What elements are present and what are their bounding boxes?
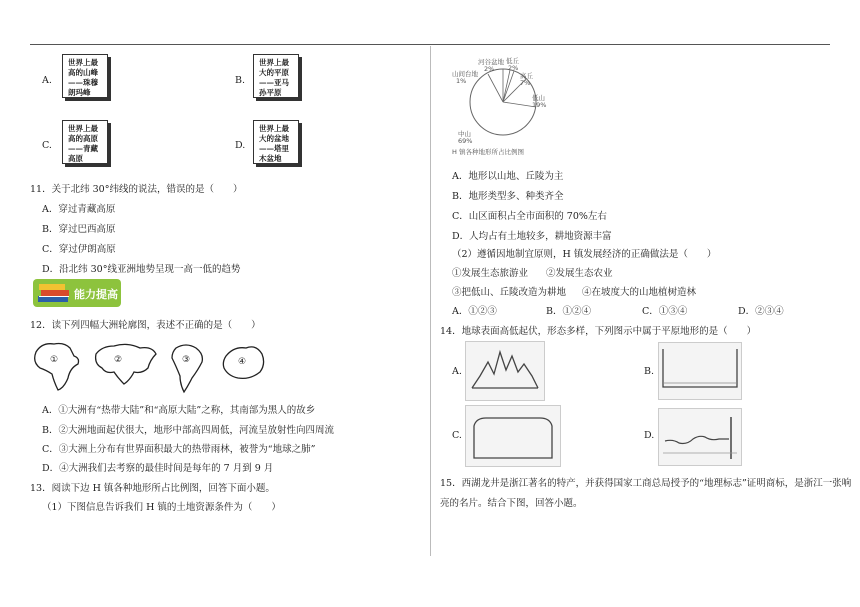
q14-option-b-figure [658, 342, 742, 400]
map-label-2: ② [114, 355, 123, 365]
pie-label-terrace-name: 山间台地 [452, 70, 478, 78]
pie-label-terrace-value: 1% [456, 77, 467, 85]
books-icon [36, 280, 72, 306]
pie-label-high-hill-value: 7% [520, 79, 531, 87]
pie-label-low-mountain-name: 低山 [532, 94, 545, 102]
africa-outline [35, 344, 79, 391]
basin-profile [659, 343, 741, 399]
q10-option-a-label: A. [42, 75, 52, 86]
measure-3: ③把低山、丘陵改造为耕地 [452, 287, 567, 298]
plain-profile [659, 409, 741, 465]
ability-banner [33, 279, 121, 307]
q14-option-b-label: B. [644, 366, 655, 377]
terrain-pie-chart [448, 52, 558, 158]
south-america-outline [172, 345, 202, 392]
q14-option-d-label: D. [644, 430, 655, 441]
q13-1-option-a: A．地形以山地、丘陵为主 [452, 171, 564, 182]
q14-option-c-label: C. [452, 430, 462, 441]
measure-2: ②发展生态农业 [546, 268, 613, 279]
map-label-4: ④ [238, 357, 247, 367]
q13-1-option-d: D．人均占有土地较多，耕地资源丰富 [452, 231, 612, 242]
q13-2-option-d: D．②③④ [738, 306, 784, 317]
q12-option-b: B．②大洲地面起伏很大，地形中部高四周低，河流呈放射性向四周流 [42, 425, 334, 436]
map-label-3: ③ [182, 355, 191, 365]
pie-label-valley-name: 河谷盆地 [478, 58, 504, 66]
q12-stem: 12．读下列四幅大洲轮廓图，表述不正确的是（ ） [30, 320, 261, 331]
asia-outline [96, 344, 156, 384]
q14-option-c-figure [465, 405, 561, 467]
q10-option-a-card: 世界上最 高的山峰 ——珠穆 朗玛峰 [62, 54, 108, 98]
q12-option-a: A．①大洲有“热带大陆”和“高原大陆”之称，其南部为黑人的故乡 [42, 405, 316, 416]
pie-label-valley-value: 2% [484, 65, 495, 73]
q14-stem: 14．地球表面高低起伏，形态多样，下列图示中属于平原地形的是（ ） [440, 326, 757, 337]
map-label-1: ① [50, 355, 59, 365]
pie-label-low-hill-name: 低丘 [506, 57, 519, 65]
q14-option-a-figure [465, 341, 545, 401]
q11-option-b: B．穿过巴西高原 [42, 224, 116, 235]
q11-option-d: D．沿北纬 30°线亚洲地势呈现一高一低的趋势 [42, 264, 241, 275]
q11-stem: 11．关于北纬 30°纬线的说法，错误的是（ ） [30, 184, 243, 195]
pie-label-mid-mountain-value: 69% [458, 137, 473, 145]
q13-2-option-a: A．①②③ [452, 306, 497, 317]
q13-2-option-b: B．①②④ [546, 306, 591, 317]
measure-1: ①发展生态旅游业 [452, 268, 529, 279]
q14-option-a-label: A. [452, 366, 462, 377]
q12-option-c: C．③大洲上分布有世界面积最大的热带雨林，被誉为“地球之肺” [42, 444, 316, 455]
pie-caption: H 镇各种地形所占比例图 [452, 148, 524, 156]
mountain-profile [466, 342, 544, 400]
q15-line2: 亮的名片。结合下图，回答小题。 [440, 498, 583, 509]
pie-label-low-mountain-value: 19% [532, 101, 547, 109]
q15-line1: 15．西湖龙井是浙江著名的特产，并获得国家工商总局授予的“地理标志”证明商标，是浙江一张响 [440, 478, 852, 489]
measure-4: ④在坡度大的山地植树造林 [582, 287, 697, 298]
q10-option-d-card: 世界上最 大的盆地 ——塔里 木盆地 [253, 120, 299, 164]
q12-option-d: D．④大洲我们去考察的最佳时间是每年的 7 月到 9 月 [42, 463, 274, 474]
continent-outlines [30, 338, 270, 396]
q13-sub2: （2）遵循因地制宜原则，H 镇发展经济的正确做法是（ ） [452, 249, 717, 260]
pie-label-mid-mountain-name: 中山 [458, 130, 471, 138]
banner-label: 能力提高 [74, 288, 118, 301]
q10-option-b-label: B. [235, 75, 246, 86]
q10-option-c-label: C. [42, 140, 52, 151]
q11-option-c: C．穿过伊朗高原 [42, 244, 116, 255]
q13-1-option-c: C．山区面积占全市面积的 70%左右 [452, 211, 607, 222]
header-rule [30, 44, 830, 45]
pie-label-low-hill-value: 2% [508, 64, 519, 72]
q13-2-option-c: C．①③④ [642, 306, 688, 317]
q13-sub1: （1）下图信息告诉我们 H 镇的土地资源条件为（ ） [42, 502, 281, 513]
q13-stem: 13．阅读下边 H 镇各种地形所占比例图，回答下面小题。 [30, 483, 275, 494]
q10-option-c-card: 世界上最 高的高原 ——青藏 高原 [62, 120, 108, 164]
q13-1-option-b: B．地形类型多、种类齐全 [452, 191, 564, 202]
plateau-profile [466, 406, 560, 466]
q10-option-b-card: 世界上最 大的平原 ——亚马 孙平原 [253, 54, 299, 98]
q11-option-a: A．穿过青藏高原 [42, 204, 116, 215]
column-divider [430, 46, 431, 556]
q10-option-d-label: D. [235, 140, 246, 151]
q14-option-d-figure [658, 408, 742, 466]
pie-label-high-hill-name: 高丘 [520, 72, 533, 80]
